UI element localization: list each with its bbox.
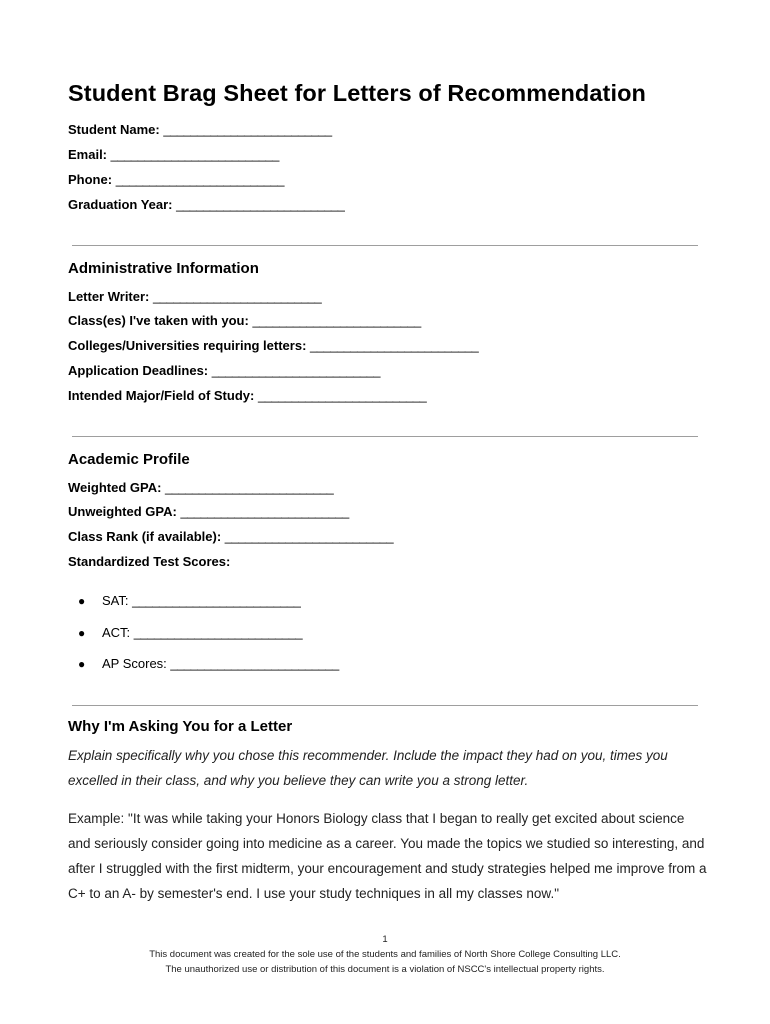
bullet-icon: ● <box>78 626 86 640</box>
classes-taken-field[interactable]: Class(es) I've taken with you: _________________________ <box>68 313 421 328</box>
act-field[interactable]: ● ACT: _________________________ <box>78 625 303 640</box>
why-instructions: Explain specifically why you chose this recommender. Include the impact they had on you, times you excelled in their class, and why you believe they can write you a strong letter. <box>68 748 668 788</box>
section-divider <box>72 436 698 437</box>
why-heading: Why I'm Asking You for a Letter <box>68 718 293 735</box>
graduation-year-field[interactable]: Graduation Year: _________________________ <box>68 197 345 212</box>
weighted-gpa-field[interactable]: Weighted GPA: _________________________ <box>68 480 334 495</box>
application-deadlines-field[interactable]: Application Deadlines: _________________________ <box>68 363 381 378</box>
section-divider <box>72 705 698 706</box>
footer-line-1: This document was created for the sole use of the students and families of North Shore College Consulting LLC. <box>149 949 621 960</box>
test-scores-label: Standardized Test Scores: <box>68 554 231 569</box>
student-name-field[interactable]: Student Name: _________________________ <box>68 122 332 137</box>
ap-scores-field[interactable]: ● AP Scores: _________________________ <box>78 656 339 671</box>
phone-field[interactable]: Phone: _________________________ <box>68 172 284 187</box>
intended-major-field[interactable]: Intended Major/Field of Study: _________________________ <box>68 388 427 403</box>
page-number: 1 <box>382 934 388 945</box>
sat-field[interactable]: ● SAT: _________________________ <box>78 593 301 608</box>
footer-line-2: The unauthorized use or distribution of this document is a violation of NSCC's intellectual property rights. <box>165 964 605 975</box>
letter-writer-field[interactable]: Letter Writer: _________________________ <box>68 289 322 304</box>
admin-heading: Administrative Information <box>68 260 259 277</box>
bullet-icon: ● <box>78 657 86 671</box>
document-title: Student Brag Sheet for Letters of Recommendation <box>68 80 647 106</box>
unweighted-gpa-field[interactable]: Unweighted GPA: _________________________ <box>68 504 349 519</box>
class-rank-field[interactable]: Class Rank (if available): _________________________ <box>68 529 394 544</box>
academic-heading: Academic Profile <box>68 451 190 468</box>
bullet-icon: ● <box>78 594 86 608</box>
why-example: Example: "It was while taking your Honors Biology class that I began to really get excited about science and seriously consider going into medicine as a career. You made the topics we studied so interesting, and after I struggled with the first midterm, your encouragement and study strategies helped me improve from a C+ to an A- by semester's end. I use your study techniques in all my classes now." <box>68 811 707 901</box>
section-divider <box>72 245 698 246</box>
email-field[interactable]: Email: _________________________ <box>68 147 279 162</box>
colleges-requiring-letters-field[interactable]: Colleges/Universities requiring letters: _________________________ <box>68 338 479 353</box>
